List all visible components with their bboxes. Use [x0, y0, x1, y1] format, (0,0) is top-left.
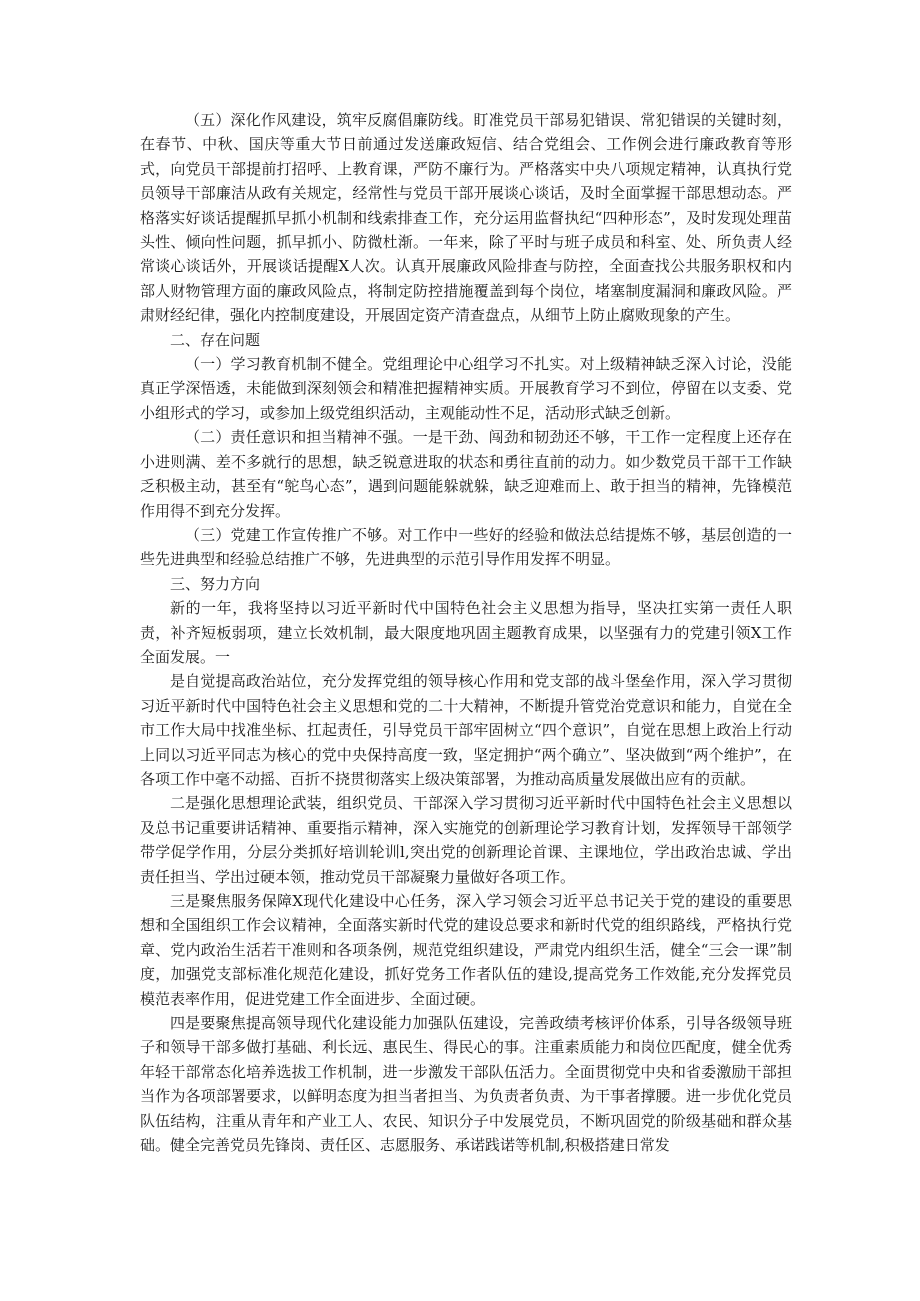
paragraph-problem-2: （二）责任意识和担当精神不强。一是干劲、闯劲和韧劲还不够，干工作一定程度上还存在小进则满、差不多就行的思想，缺乏锐意进取的状态和勇往直前的动力。如少数党员干部干工作缺乏积极主动，甚至有“鸵鸟心态”，遇到问题能躲就躲，缺乏迎难而上、敢于担当的精神，先锋模范作用得不到充分发挥。	[140, 428, 792, 520]
paragraph-problem-1: （一）学习教育机制不健全。党组理论中心组学习不扎实。对上级精神缺乏深入讨论，没能真正学深悟透，未能做到深刻领会和精准把握精神实质。开展教育学习不到位，停留在以支委、党小组形式的学习，或参加上级党组织活动，主观能动性不足，活动形式缺乏创新。	[140, 355, 792, 422]
paragraph-direction-1: 是自觉提高政治站位，充分发挥党组的领导核心作用和党支部的战斗堡垒作用，深入学习贯彻习近平新时代中国特色社会主义思想和党的二十大精神，不断提升管党治党意识和能力，自觉在全市工作大局中找准坐标、扛起责任，引导党员干部牢固树立“四个意识”，自觉在思想上政治上行动上同以习近平同志为核心的党中央保持高度一致，坚定拥护“两个确立”、坚决做到“两个维护”，在各项工作中毫不动摇、百折不挠贯彻落实上级决策部署，为推动高质量发展做出应有的贡献。	[140, 672, 792, 788]
paragraph-anti-corruption: （五）深化作风建设，筑牢反腐倡廉防线。盯准党员干部易犯错误、常犯错误的关键时刻，在春节、中秋、国庆等重大节日前通过发送廉政短信、结合党组会、工作例会进行廉政教育等形式，向党员干部提前打招呼、上教育课，严防不廉行为。严格落实中央八项规定精神，认真执行党员领导干部廉洁从政有关规定，经常性与党员干部开展谈心谈话，及时全面掌握干部思想动态。严格落实好谈话提醒抓早抓小机制和线索排查工作，充分运用监督执纪“四种形态”，及时发现处理苗头性、倾向性问题，抓早抓小、防微杜渐。一年来，除了平时与班子成员和科室、处、所负责人经常谈心谈话外，开展谈话提醒X人次。认真开展廉政风险排查与防控，全面查找公共服务职权和内部人财物管理方面的廉政风险点，将制定防控措施覆盖到每个岗位，堵塞制度漏洞和廉政风险。严肃财经纪律，强化内控制度建设，开展固定资产清查盘点，从细节上防止腐败现象的产生。	[140, 111, 792, 325]
paragraph-problem-3: （三）党建工作宣传推广不够。对工作中一些好的经验和做法总结提炼不够，基层创造的一些先进典型和经验总结推广不够，先进典型的示范引导作用发挥不明显。	[140, 525, 792, 569]
section-heading-direction: 三、努力方向	[170, 574, 261, 593]
paragraph-direction-2: 二是强化思想理论武装，组织党员、干部深入学习贯彻习近平新时代中国特色社会主义思想以及总书记重要讲话精神、重要指示精神，深入实施党的创新理论学习教育计划，发挥领导干部领学带学促学作用，分层分类抓好培训轮训l,突出党的创新理论首课、主课地位，学出政治忠诚、学出责任担当、学出过硬本领，推动党员干部凝聚力量做好各项工作。	[140, 794, 792, 886]
section-heading-problems: 二、存在问题	[170, 330, 261, 349]
paragraph-direction-intro: 新的一年，我将坚持以习近平新时代中国特色社会主义思想为指导，坚决扛实第一责任人职责，补齐短板弱项，建立长效机制，最大限度地巩固主题教育成果，以坚强有力的党建引领X工作全面发展。一	[140, 599, 792, 666]
paragraph-direction-4: 四是要聚焦提高领导现代化建设能力加强队伍建设，完善政绩考核评价体系，引导各级领导班子和领导干部多做打基础、利长远、惠民生、得民心的事。注重素质能力和岗位匹配度，健全优秀年轻干部常态化培养选拔工作机制，进一步激发干部队伍活力。全面贯彻党中央和省委激励干部担当作为各项部署要求，以鲜明态度为担当者担当、为负责者负责、为干事者撑腰。进一步优化党员队伍结构，注重从青年和产业工人、农民、知识分子中发展党员，不断巩固党的阶级基础和群众基础。健全完善党员先锋岗、责任区、志愿服务、承诺践诺等机制,积极搭建日常发	[140, 1014, 792, 1155]
paragraph-direction-3: 三是聚焦服务保障X现代化建设中心任务，深入学习领会习近平总书记关于党的建设的重要思想和全国组织工作会议精神，全面落实新时代党的建设总要求和新时代党的组织路线，严格执行党章、党内政治生活若干准则和各项条例，规范党组织建设，严肃党内组织生活，健全“三会一课”制度，加强党支部标准化规范化建设，抓好党务工作者队伍的建设,提高党务工作效能,充分发挥党员模范表率作用，促进党建工作全面进步、全面过硬。	[140, 892, 792, 1008]
